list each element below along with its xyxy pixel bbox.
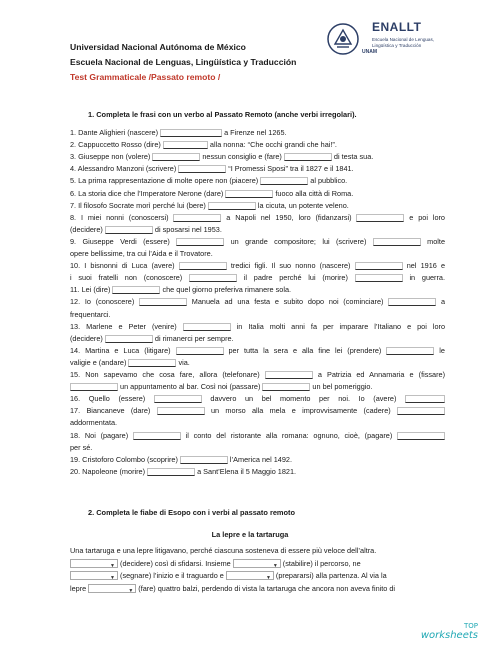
school-name: Escuela Nacional de Lenguas, Lingüística y Traducción bbox=[70, 57, 297, 67]
answer-blank-input[interactable] bbox=[386, 347, 434, 355]
line-text: a Patrizia ed Annamaria e (fissare) bbox=[312, 370, 445, 379]
line-text: a bbox=[436, 297, 445, 307]
line-text: 18. Noi (pagare) bbox=[70, 430, 133, 440]
answer-blank-input[interactable] bbox=[154, 395, 202, 403]
answer-dropdown[interactable] bbox=[88, 584, 136, 593]
line-text: 11. Lei (dire) bbox=[70, 285, 113, 295]
line-text: alla nonna: “Che occhi grandi che hai!”. bbox=[207, 140, 337, 150]
line-text: di testa sua. bbox=[331, 152, 374, 162]
answer-blank-input[interactable] bbox=[388, 298, 436, 306]
line-text: 7. Il filosofo Socrate morì perché lui (bere) bbox=[70, 200, 208, 210]
answer-blank-input[interactable] bbox=[405, 395, 445, 403]
answer-blank-input[interactable] bbox=[160, 129, 222, 137]
line-text: Una tartaruga e una lepre litigavano, perché ciascuna sosteneva di essere più veloce dell’altra. bbox=[70, 546, 377, 555]
answer-blank-input[interactable] bbox=[176, 347, 224, 355]
line-text: tredici figli. Il suo nonno (nascere) bbox=[226, 261, 355, 271]
chevron-down-icon: ▼ bbox=[128, 587, 134, 594]
answer-blank-input[interactable] bbox=[112, 286, 160, 294]
line-text: frequentarci. bbox=[70, 309, 111, 319]
story-line bbox=[70, 584, 445, 594]
line-text: e poi loro bbox=[404, 212, 445, 222]
answer-blank-input[interactable] bbox=[355, 262, 403, 270]
answer-blank-input[interactable] bbox=[183, 323, 231, 331]
line-text: opere bellissime, tra cui l’Aida e il Trovatore. bbox=[70, 249, 213, 258]
answer-blank-input[interactable] bbox=[147, 468, 195, 476]
exercise-line bbox=[70, 370, 445, 380]
line-text: di rimanerci per sempre. bbox=[152, 333, 234, 343]
answer-blank-input[interactable] bbox=[397, 407, 445, 415]
exercise-line bbox=[70, 406, 445, 416]
line-text: le bbox=[434, 345, 445, 355]
exercise-line bbox=[70, 455, 445, 465]
line-text: 15. Non sapevamo che cosa fare, allora (telefonare) bbox=[70, 370, 265, 379]
exercise-line bbox=[70, 273, 445, 283]
line-text: in Italia molti anni fa per imparare l’Italiano e poi loro bbox=[230, 321, 445, 331]
logo-subtitle: Escuela Nacional de Lenguas, Lingüística y Traducción bbox=[372, 37, 435, 48]
line-text: 12. Io (conoscere) bbox=[70, 297, 139, 307]
answer-blank-input[interactable] bbox=[356, 214, 404, 222]
answer-blank-input[interactable] bbox=[284, 153, 332, 161]
exercise-line bbox=[70, 322, 445, 332]
line-text: di sposarsi nel 1953. bbox=[152, 224, 222, 234]
line-text: (stabilire) il percorso, ne bbox=[280, 558, 361, 568]
chevron-down-icon: ▼ bbox=[110, 562, 115, 569]
line-text: a Firenze nel 1265. bbox=[222, 128, 287, 137]
watermark-top: TOP bbox=[463, 622, 478, 630]
line-text: nessun consiglio e (fare) bbox=[200, 152, 284, 162]
answer-dropdown[interactable] bbox=[226, 571, 274, 580]
exercise-line bbox=[70, 176, 445, 186]
answer-blank-input[interactable] bbox=[133, 432, 181, 440]
line-text: 2. Cappuccetto Rosso (dire) bbox=[70, 140, 163, 150]
line-text: 9. Giuseppe Verdi (essere) bbox=[70, 236, 177, 246]
line-text: un appuntamento al bar. Così noi (passare) bbox=[118, 382, 263, 392]
exercise-line bbox=[70, 467, 445, 477]
answer-blank-input[interactable] bbox=[178, 165, 226, 173]
section2-title: 2. Completa le fiabe di Esopo con i verbi al passato remoto bbox=[88, 508, 295, 517]
watermark-main: worksheets bbox=[420, 630, 478, 641]
line-text: 1. Dante Alighieri (nascere) bbox=[70, 128, 161, 137]
exercise-line bbox=[70, 382, 445, 392]
line-text: lepre bbox=[70, 583, 89, 593]
line-text: 5. La prima rappresentazione di molte opere non (piacere) bbox=[70, 176, 261, 186]
line-text: davvero un bel momento per noi. Io (avere) bbox=[201, 394, 405, 404]
exercise-line bbox=[70, 443, 445, 453]
answer-blank-input[interactable] bbox=[397, 432, 445, 440]
story-line bbox=[70, 546, 445, 556]
line-text: (decidere) bbox=[70, 224, 105, 234]
line-text: i suoi fratelli non (conoscere) bbox=[70, 273, 190, 283]
line-text: a Napoli nel 1950, loro (fidanzarsi) bbox=[221, 212, 357, 222]
answer-blank-input[interactable] bbox=[105, 335, 153, 343]
line-text: il padre perché lui (morire) bbox=[237, 273, 355, 283]
story-line bbox=[70, 559, 445, 569]
exercise-line bbox=[70, 431, 445, 441]
line-text: nel 1916 e bbox=[402, 261, 445, 271]
section1-title: 1. Completa le frasi con un verbo al Passato Remoto (anche verbi irregolari). bbox=[88, 110, 357, 119]
line-text: la cicuta, un potente veleno. bbox=[255, 200, 349, 210]
answer-blank-input[interactable] bbox=[179, 262, 227, 270]
exercise-line bbox=[70, 297, 445, 307]
line-text: 19. Cristoforo Colombo (scoprire) bbox=[70, 454, 180, 464]
exercise-line bbox=[70, 418, 445, 428]
answer-blank-input[interactable] bbox=[105, 226, 153, 234]
line-text: Manuela ad una festa e subito dopo noi (cominciare) bbox=[187, 297, 389, 307]
unam-emblem-icon bbox=[326, 22, 360, 56]
exercise-line bbox=[70, 346, 445, 356]
answer-blank-input[interactable] bbox=[128, 359, 176, 367]
answer-blank-input[interactable] bbox=[139, 298, 187, 306]
line-text: (decidere) bbox=[70, 333, 105, 343]
exercise-line bbox=[70, 201, 445, 211]
answer-dropdown[interactable] bbox=[70, 559, 118, 568]
logo-unam: UNAM bbox=[362, 49, 377, 55]
line-text: al pubblico. bbox=[308, 176, 348, 186]
exercise-line bbox=[70, 249, 445, 259]
line-text: 4. Alessandro Manzoni (scrivere) bbox=[70, 164, 179, 174]
line-text: 17. Biancaneve (dare) bbox=[70, 406, 157, 416]
answer-blank-input[interactable] bbox=[225, 190, 273, 198]
line-text: (prepararsi) alla partenza. Al via la bbox=[273, 571, 387, 580]
answer-blank-input[interactable] bbox=[355, 274, 403, 282]
line-text: per sé. bbox=[70, 442, 93, 452]
line-text: (fare) quattro balzi, perdendo di vista la tartaruga che ancora non aveva finito di bbox=[136, 583, 396, 593]
exercise-line bbox=[70, 261, 445, 271]
exercise-line bbox=[70, 225, 445, 235]
topworksheets-watermark bbox=[421, 623, 478, 641]
line-text: 6. La storia dice che l’Imperatore Nerone (dare) bbox=[70, 188, 226, 198]
line-text: 8. I miei nonni (conoscersi) bbox=[70, 212, 174, 222]
exercise-line bbox=[70, 285, 445, 295]
answer-dropdown[interactable] bbox=[70, 571, 118, 580]
line-text: fuoco alla città di Roma. bbox=[273, 188, 354, 198]
line-text: per tutta la sera e alla fine lei (prendere) bbox=[223, 345, 387, 355]
line-text: “I Promessi Sposi” tra il 1827 e il 1841. bbox=[226, 164, 354, 174]
line-text: 20. Napoleone (morire) bbox=[70, 466, 148, 476]
exercise-line bbox=[70, 152, 445, 162]
story-line bbox=[70, 571, 445, 581]
exercise-line bbox=[70, 213, 445, 223]
story-title: La lepre e la tartaruga bbox=[211, 530, 289, 539]
line-text: 14. Martina e Luca (litigare) bbox=[70, 345, 176, 355]
answer-blank-input[interactable] bbox=[70, 383, 118, 391]
answer-blank-input[interactable] bbox=[262, 383, 310, 391]
line-text: via. bbox=[176, 357, 190, 367]
line-text: valigie e (andare) bbox=[70, 357, 129, 367]
enallt-logo bbox=[326, 18, 446, 62]
answer-dropdown[interactable] bbox=[233, 559, 281, 568]
line-text: 10. I bisnonni di Luca (avere) bbox=[70, 261, 179, 271]
chevron-down-icon: ▼ bbox=[110, 575, 115, 581]
line-text: che quel giorno preferiva rimanere sola. bbox=[160, 285, 292, 295]
answer-blank-input[interactable] bbox=[265, 371, 313, 379]
line-text: un grande compositore; lui (scrivere) bbox=[224, 236, 373, 246]
exercise-line bbox=[70, 237, 445, 247]
line-text: 13. Marlene e Peter (venire) bbox=[70, 321, 183, 331]
line-text: 3. Giuseppe non (volere) bbox=[70, 152, 153, 162]
exercise-line bbox=[70, 189, 445, 199]
line-text: l’America nel 1492. bbox=[227, 454, 292, 464]
exercise-line bbox=[70, 164, 445, 174]
test-title: Test Grammaticale /Passato remoto / bbox=[70, 72, 221, 82]
line-text: un morso alla mela e improvvisamente (cadere) bbox=[204, 406, 398, 416]
line-text: (segnare) l’inizio e il traguardo e bbox=[118, 571, 226, 580]
exercise-line bbox=[70, 128, 445, 138]
line-text: (decidere) così di sfidarsi. Insieme bbox=[118, 558, 233, 568]
chevron-down-icon: ▼ bbox=[272, 562, 278, 569]
exercise-line bbox=[70, 394, 445, 404]
exercise-line bbox=[70, 140, 445, 150]
answer-blank-input[interactable] bbox=[173, 214, 221, 222]
line-text: in guerra. bbox=[402, 273, 445, 283]
line-text: 16. Quello (essere) bbox=[70, 394, 154, 404]
line-text: addormentata. bbox=[70, 418, 118, 428]
answer-blank-input[interactable] bbox=[176, 238, 224, 246]
logo-title: ENALLT bbox=[372, 20, 422, 34]
answer-blank-input[interactable] bbox=[180, 456, 228, 464]
answer-blank-input[interactable] bbox=[163, 141, 208, 149]
exercise-line bbox=[70, 358, 445, 368]
exercise-line bbox=[70, 310, 445, 320]
chevron-down-icon: ▼ bbox=[265, 575, 271, 581]
answer-blank-input[interactable] bbox=[189, 274, 237, 282]
line-text: molte bbox=[420, 236, 445, 246]
answer-blank-input[interactable] bbox=[208, 202, 256, 210]
answer-blank-input[interactable] bbox=[157, 407, 205, 415]
line-text: un bel pomeriggio. bbox=[310, 382, 373, 392]
line-text: a Sant’Elena il 5 Maggio 1821. bbox=[195, 466, 297, 476]
answer-blank-input[interactable] bbox=[152, 153, 200, 161]
line-text: il conto del ristorante alla romana: ognuno, cioè, (pagare) bbox=[180, 430, 397, 440]
exercise-line bbox=[70, 334, 445, 344]
answer-blank-input[interactable] bbox=[260, 177, 308, 185]
university-name: Universidad Nacional Autónoma de México bbox=[70, 42, 246, 52]
answer-blank-input[interactable] bbox=[373, 238, 421, 246]
